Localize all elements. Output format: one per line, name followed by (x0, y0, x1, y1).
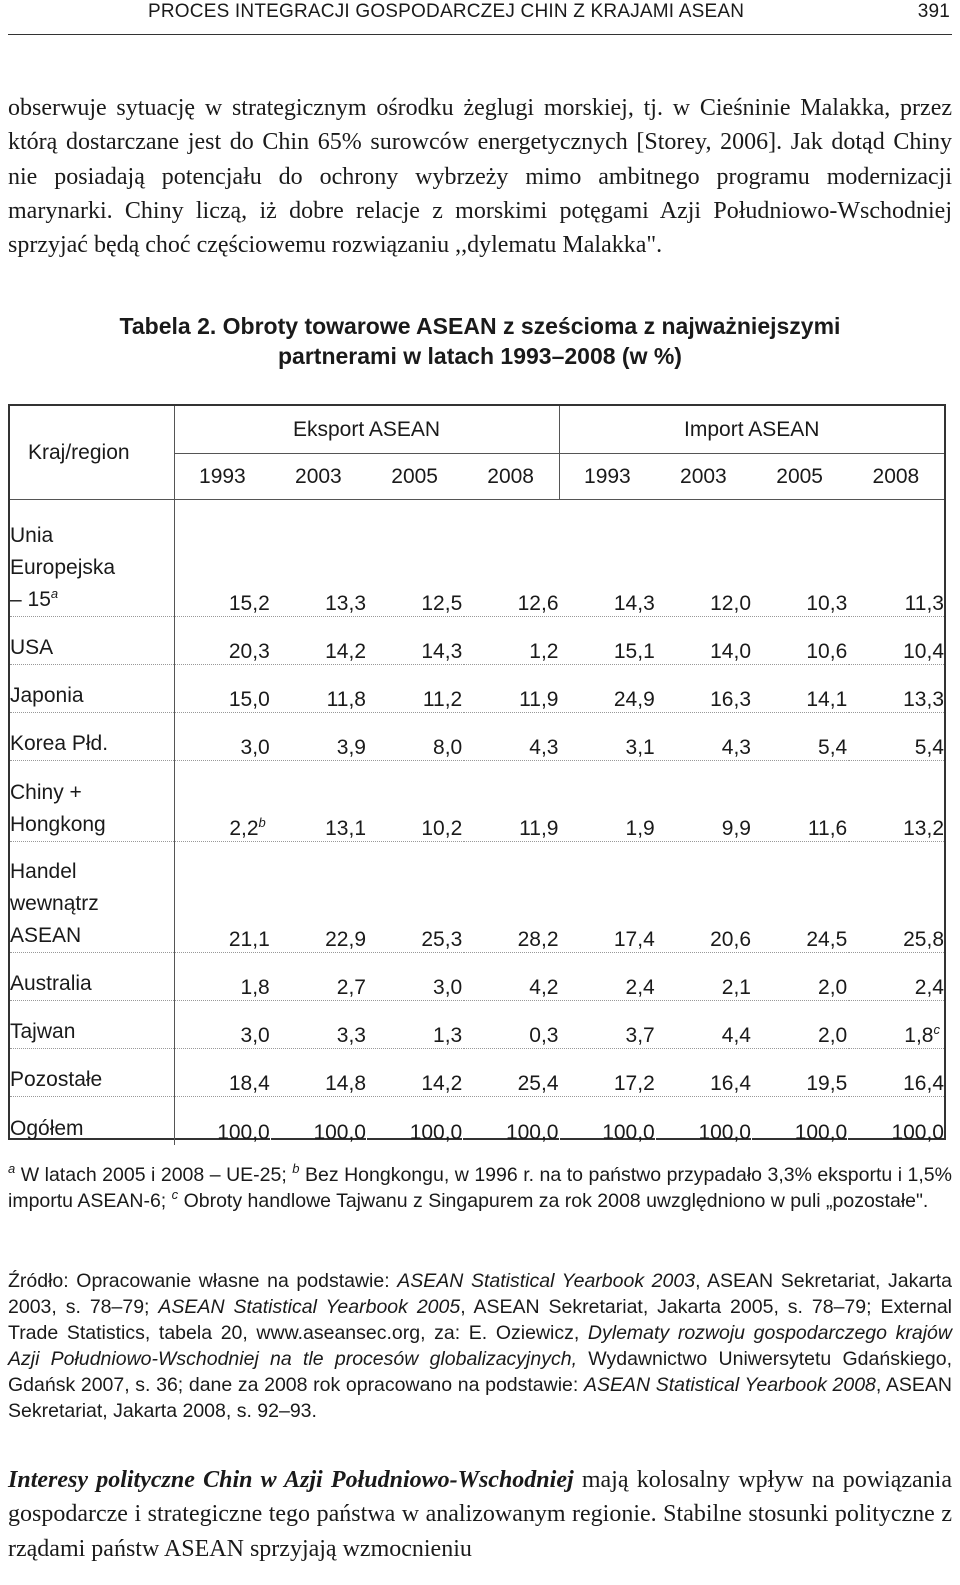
trade-table (8, 404, 946, 1144)
value-text: 1,2 (529, 640, 559, 663)
table-caption-line2: partnerami w latach 1993–2008 (w %) (278, 343, 682, 369)
value-cell (848, 761, 944, 842)
region-cell (10, 1049, 174, 1097)
table-row (10, 761, 944, 842)
value-text: 2,0 (818, 976, 848, 999)
value-cell (655, 1097, 751, 1145)
value-cell (367, 1001, 463, 1049)
value-cell (655, 1049, 751, 1097)
value-text: 10,3 (806, 592, 848, 615)
value-text: 100,0 (602, 1120, 655, 1144)
value-text: 25,3 (421, 928, 463, 951)
value-text: 19,5 (806, 1072, 848, 1095)
value-text: 1,8 (240, 976, 270, 999)
source-title: ASEAN Statistical Yearbook 2003 (397, 1270, 696, 1292)
value-text: 18,4 (228, 1072, 270, 1095)
value-cell (174, 500, 270, 617)
table-row (10, 953, 944, 1001)
region-label-line: Japonia (10, 684, 84, 707)
value-text: 9,9 (721, 817, 751, 840)
value-text: 14,3 (613, 592, 655, 615)
value-text: 20,6 (710, 928, 751, 951)
value-text: 1,8 (904, 1024, 934, 1047)
footnote-a: W latach 2005 i 2008 – UE-25; (20, 1164, 293, 1186)
value-text: 3,3 (336, 1024, 366, 1047)
paragraph-lead: Interesy polityczne Chin w Azji Południowo-Wschodniej (8, 1467, 574, 1493)
value-text: 28,2 (517, 928, 559, 951)
value-cell (559, 500, 655, 617)
value-cell (463, 953, 559, 1001)
source-part: , ASEAN Sekretariat, Jakarta 2005, s. 78–79; External Trade Statistics, tabela 20, www.aseansec.org, za: E. Oziewicz, (8, 1296, 953, 1344)
value-cell (463, 1097, 559, 1145)
value-text: 16,4 (903, 1072, 944, 1095)
year-header: 1993 (559, 454, 655, 500)
value-text: 15,2 (228, 592, 270, 615)
footnote-c-marker: c (171, 1187, 179, 1202)
value-text: 3,0 (240, 736, 270, 759)
value-text: 100,0 (794, 1120, 848, 1144)
value-cell (752, 953, 848, 1001)
region-label-line: Handel (10, 860, 77, 883)
region-label-line: Chiny + (10, 781, 82, 804)
value-cell (655, 1001, 751, 1049)
source-part: Wydawnictwo Uniwersytetu Gdańskiego, Gdańsk 2007, s. 36; dane za 2008 rok opracowano na podstawie: (8, 1348, 952, 1396)
value-cell (752, 842, 848, 953)
value-cell (559, 1001, 655, 1049)
value-cell (463, 842, 559, 953)
value-text: 11,2 (422, 688, 463, 711)
value-cell (848, 1097, 944, 1145)
value-cell (752, 713, 848, 761)
footnote-marker: c (933, 1022, 940, 1037)
value-text: 2,4 (625, 976, 655, 999)
value-cell (655, 500, 751, 617)
value-cell (367, 842, 463, 953)
region-label-line: Hongkong (10, 813, 106, 836)
value-text: 0,3 (529, 1024, 559, 1047)
table-row (10, 713, 944, 761)
region-cell (10, 500, 174, 617)
value-text: 14,1 (806, 688, 848, 711)
value-text: 100,0 (891, 1120, 944, 1144)
value-cell (752, 761, 848, 842)
value-text: 100,0 (217, 1120, 270, 1144)
paragraph-political-interests (8, 1463, 952, 1566)
value-cell (270, 1097, 366, 1145)
value-text: 11,9 (519, 817, 559, 840)
year-header: 2008 (463, 454, 559, 500)
value-text: 2,1 (721, 976, 751, 999)
value-cell (270, 665, 366, 713)
region-cell (10, 713, 174, 761)
value-cell (559, 1049, 655, 1097)
value-text: 17,4 (613, 928, 655, 951)
value-cell (848, 1001, 944, 1049)
value-text: 2,2 (229, 817, 259, 840)
table-row (10, 842, 944, 953)
value-cell (367, 665, 463, 713)
table-footnotes (8, 1162, 952, 1214)
value-cell (752, 1001, 848, 1049)
value-text: 3,1 (625, 736, 655, 759)
value-text: 4,3 (721, 736, 751, 759)
value-cell (848, 500, 944, 617)
region-label-line: Europejska (10, 556, 116, 579)
value-cell (174, 1049, 270, 1097)
value-text: 10,2 (421, 817, 463, 840)
year-header: 2005 (367, 454, 463, 500)
value-text: 1,3 (433, 1024, 463, 1047)
source-title: ASEAN Statistical Yearbook 2005 (158, 1296, 461, 1318)
value-cell (848, 713, 944, 761)
footnote-marker: a (50, 586, 59, 601)
footnote-c: Obroty handlowe Tajwanu z Singapurem za rok 2008 uwzględniono w puli „pozostałe". (183, 1190, 929, 1212)
value-text: 13,2 (903, 817, 944, 840)
value-cell (559, 617, 655, 665)
trade-table-grid (10, 406, 944, 1145)
value-cell (848, 1049, 944, 1097)
value-cell (367, 1097, 463, 1145)
import-header: Import ASEAN (559, 406, 944, 454)
value-cell (848, 842, 944, 953)
value-text: 14,3 (421, 640, 463, 663)
table-source (8, 1268, 952, 1424)
region-cell (10, 842, 174, 953)
value-cell (270, 842, 366, 953)
table-row (10, 617, 944, 665)
value-cell (463, 761, 559, 842)
table-row (10, 1001, 944, 1049)
value-text: 24,5 (806, 928, 848, 951)
value-text: 3,0 (433, 976, 463, 999)
value-text: 12,6 (517, 592, 559, 615)
value-cell (367, 953, 463, 1001)
value-text: 2,4 (914, 976, 944, 999)
value-cell (270, 953, 366, 1001)
value-text: 4,3 (529, 736, 559, 759)
region-label-line: Korea Płd. (10, 732, 109, 755)
value-text: 17,2 (613, 1072, 655, 1095)
value-text: 100,0 (409, 1120, 463, 1144)
value-text: 11,8 (326, 688, 366, 711)
table-body (10, 500, 944, 1145)
value-cell (848, 953, 944, 1001)
running-head-title: PROCES INTEGRACJI GOSPODARCZEJ CHIN Z KRAJAMI ASEAN (148, 1, 745, 22)
value-cell (752, 1049, 848, 1097)
value-text: 11,3 (904, 592, 944, 615)
value-text: 4,4 (721, 1024, 751, 1047)
footnote-marker: b (258, 815, 266, 830)
value-cell (655, 761, 751, 842)
value-text: 3,9 (336, 736, 366, 759)
value-cell (559, 761, 655, 842)
value-text: 5,4 (818, 736, 848, 759)
value-cell (848, 665, 944, 713)
value-text: 100,0 (698, 1120, 751, 1144)
value-text: 100,0 (313, 1120, 366, 1144)
region-header: Kraj/region (10, 406, 174, 500)
region-cell (10, 617, 174, 665)
value-text: 10,4 (903, 640, 944, 663)
value-cell (559, 953, 655, 1001)
footnote-b-marker: b (292, 1161, 300, 1176)
source-part: , ASEAN Sekretariat, Jakarta 2003, s. 78–79; (8, 1270, 952, 1318)
source-title: ASEAN Statistical Yearbook 2008 (583, 1374, 876, 1396)
source-part: Źródło: Opracowanie własne na podstawie: (8, 1270, 398, 1292)
region-label-line: Unia (10, 524, 54, 547)
table-row (10, 500, 944, 617)
region-label-line: Tajwan (10, 1020, 76, 1043)
value-cell (559, 1097, 655, 1145)
value-text: 20,3 (228, 640, 270, 663)
region-label-line: Ogółem (10, 1116, 84, 1140)
value-text: 11,9 (519, 688, 559, 711)
value-cell (463, 1049, 559, 1097)
value-text: 2,0 (818, 1024, 848, 1047)
running-head (8, 0, 952, 35)
year-header: 2005 (752, 454, 848, 500)
value-cell (752, 500, 848, 617)
value-cell (463, 713, 559, 761)
paragraph-rest: mają kolosalny wpływ na powiązania gospodarcze i strategiczne tego państwa w analizowanym regionie. Stabilne stosunki polityczne z rządami państw ASEAN sprzyjają wzmocnieniu (8, 1467, 952, 1562)
value-cell (752, 665, 848, 713)
region-label-line: USA (10, 636, 54, 659)
value-cell (463, 500, 559, 617)
value-cell (559, 842, 655, 953)
value-cell (367, 500, 463, 617)
value-text: 14,8 (325, 1072, 366, 1095)
value-text: 11,6 (807, 817, 848, 840)
source-title: Dylematy rozwoju gospodarczego krajów Azji Południowo-Wschodniej na tle procesów globalizacyjnych, (8, 1322, 952, 1370)
value-text: 3,0 (240, 1024, 270, 1047)
value-cell (655, 617, 751, 665)
value-text: 15,0 (228, 688, 270, 711)
value-cell (174, 1001, 270, 1049)
region-cell (10, 1097, 174, 1145)
footnote-a-marker: a (8, 1161, 16, 1176)
export-header: Eksport ASEAN (174, 406, 559, 454)
region-label-line: ASEAN (10, 924, 82, 947)
value-text: 22,9 (325, 928, 366, 951)
value-text: 13,1 (325, 817, 366, 840)
value-text: 25,8 (903, 928, 944, 951)
region-cell (10, 665, 174, 713)
value-cell (174, 761, 270, 842)
value-cell (174, 953, 270, 1001)
value-text: 100,0 (505, 1120, 559, 1144)
value-cell (848, 617, 944, 665)
value-cell (270, 713, 366, 761)
footnote-b: Bez Hongkongu, w 1996 r. na to państwo przypadało 3,3% eksportu i 1,5% importu ASEAN-6; (8, 1164, 952, 1212)
value-cell (367, 761, 463, 842)
value-text: 4,2 (529, 976, 559, 999)
source-part: , ASEAN Sekretariat, Jakarta 2008, s. 92–93. (8, 1374, 952, 1422)
value-text: 8,0 (433, 736, 463, 759)
value-text: 14,0 (710, 640, 751, 663)
value-text: 16,3 (710, 688, 751, 711)
value-text: 2,7 (336, 976, 366, 999)
value-text: 14,2 (325, 640, 366, 663)
region-cell (10, 953, 174, 1001)
value-cell (559, 713, 655, 761)
value-cell (367, 713, 463, 761)
value-cell (270, 500, 366, 617)
value-text: 12,5 (421, 592, 463, 615)
value-cell (752, 617, 848, 665)
value-cell (270, 761, 366, 842)
value-text: 15,1 (613, 640, 655, 663)
year-header: 2003 (270, 454, 366, 500)
value-cell (655, 713, 751, 761)
value-cell (463, 617, 559, 665)
region-cell (10, 1001, 174, 1049)
table-row (10, 1097, 944, 1145)
value-text: 14,2 (421, 1072, 463, 1095)
value-text: 1,9 (625, 817, 655, 840)
value-cell (463, 665, 559, 713)
value-text: 3,7 (625, 1024, 655, 1047)
region-label-line: wewnątrz (10, 892, 99, 915)
value-text: 21,1 (228, 928, 270, 951)
table-row (10, 1049, 944, 1097)
value-cell (174, 665, 270, 713)
table-caption-line1: Tabela 2. Obroty towarowe ASEAN z sześcioma z najważniejszymi (119, 313, 841, 339)
value-text: 13,3 (325, 592, 366, 615)
year-header: 2008 (848, 454, 944, 500)
value-cell (270, 617, 366, 665)
value-text: 25,4 (517, 1072, 559, 1095)
year-header: 1993 (174, 454, 270, 500)
paragraph-malakka: obserwuje sytuację w strategicznym ośrodku żeglugi morskiej, tj. w Cieśninie Malakka, przez którą dostarczane jest do Chin 65% surowców energetycznych [Storey, 2006]. Jak dotąd Chiny nie posiadają potencjału do ochrony wybrzeży mimo ambitnego programu modernizacji marynarki. Chiny liczą, iż dobre relacje z morskimi potęgami Azji Południowo-Wschodniej sprzyjać będą choć częściowemu rozwiązaniu ,,dylematu Malakka". (8, 95, 952, 259)
value-cell (174, 713, 270, 761)
value-text: 16,4 (710, 1072, 751, 1095)
region-label-line: Pozostałe (10, 1068, 103, 1091)
value-cell (174, 617, 270, 665)
value-cell (655, 665, 751, 713)
value-cell (270, 1049, 366, 1097)
value-text: 24,9 (613, 688, 655, 711)
value-cell (655, 842, 751, 953)
value-cell (367, 617, 463, 665)
value-cell (367, 1049, 463, 1097)
value-text: 12,0 (710, 592, 751, 615)
table-caption (8, 311, 952, 371)
value-text: 10,6 (806, 640, 848, 663)
region-label-line: – 15$^a$ (10, 586, 59, 611)
value-text: 5,4 (914, 736, 944, 759)
value-text: 13,3 (903, 688, 944, 711)
value-cell (559, 665, 655, 713)
table-row (10, 665, 944, 713)
page-number: 391 (917, 1, 950, 22)
year-header: 2003 (655, 454, 751, 500)
value-cell (463, 1001, 559, 1049)
region-cell (10, 761, 174, 842)
value-cell (752, 1097, 848, 1145)
value-cell (174, 1097, 270, 1145)
value-cell (270, 1001, 366, 1049)
value-cell (655, 953, 751, 1001)
value-cell (174, 842, 270, 953)
region-label-line: Australia (10, 972, 92, 995)
